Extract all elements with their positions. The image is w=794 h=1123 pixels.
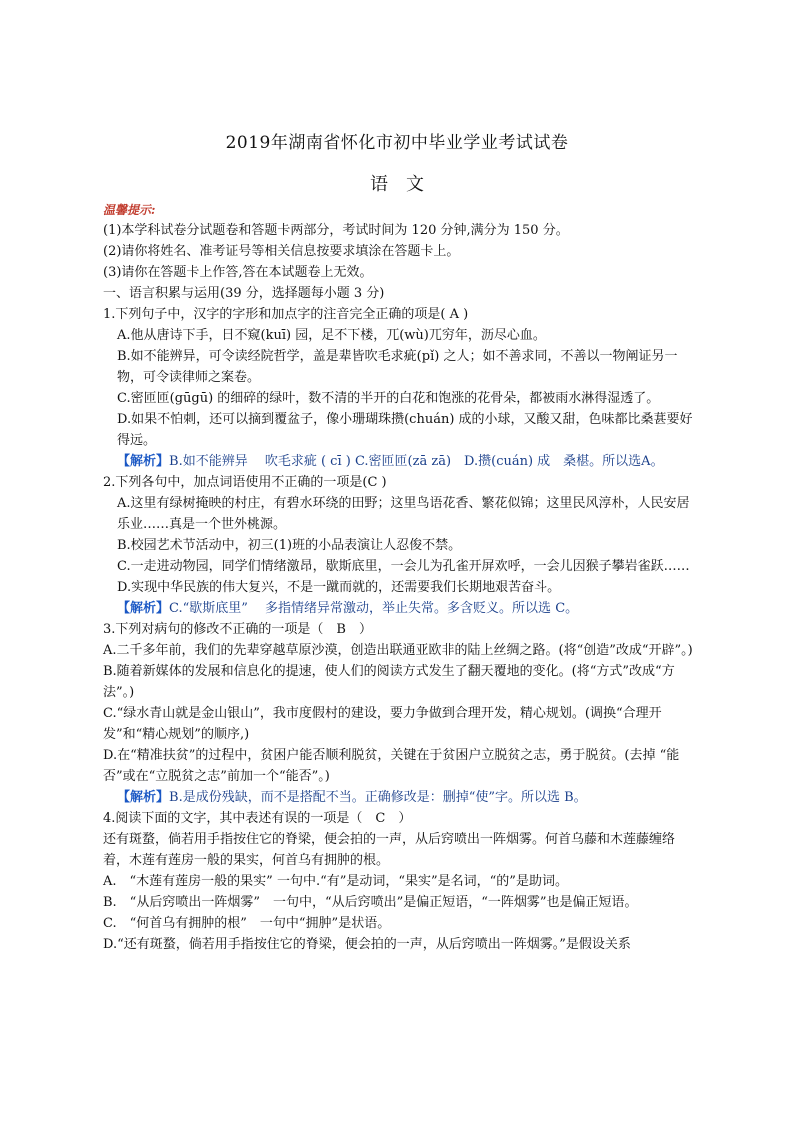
analysis-tag: 【解析】 (117, 790, 170, 805)
notice-item-2: (2)请你将姓名、准考证号等相关信息按要求填涂在答题卡上。 (103, 244, 460, 259)
question-1-option-d: D.如果不怕刺，还可以摘到覆盆子，像小珊瑚珠攒(chuán) 成的小球，又酸又甜，色味都比桑葚要好得远。 (117, 412, 693, 448)
analysis-text: B.是成份残缺，而不是搭配不当。正确修改是：删掉“使”字。所以选 B。 (169, 790, 587, 805)
notice-item-1: (1)本学科试卷分试题卷和答题卡两部分，考试时间为 120 分钟,满分为 150 分。 (103, 223, 569, 238)
subject-title: 语 文 (370, 174, 424, 195)
question-3-option-d: D.在“精准扶贫”的过程中，贫困户能否顺利脱贫，关键在于贫困户立脱贫之志，勇于脱贫。(去掉 “能否”或在“立脱贫之志”前加一个“能否”。) (103, 748, 680, 784)
question-4-option-c: C. “何首乌有拥肿的根” 一句中“拥肿”是状语。 (103, 916, 391, 931)
question-3-analysis (103, 787, 699, 808)
notice-label: 温馨提示: (103, 203, 156, 217)
question-2-option-d: D.实现中华民族的伟大复兴，不是一蹴而就的，还需要我们长期地艰苦奋斗。 (117, 580, 561, 595)
section-heading: 一、语言积累与运用(39 分，选择题每小题 3 分) (103, 286, 385, 301)
question-3-option-c: C.“绿水青山就是金山银山”，我市度假村的建设，要力争做到合理开发，精心规划。(调换“合理开发”和“精心规划”的顺序,) (103, 706, 662, 742)
question-4-option-a: A. “木莲有莲房一般的果实” 一句中.“有”是动词，“果实”是名词，“的”是助词。 (103, 874, 568, 889)
question-1-analysis (103, 451, 699, 472)
analysis-tag: 【解析】 (117, 454, 170, 469)
question-1-option-a: A.他从唐诗下手，日不窥(kuī) 园，足不下楼，兀(wù)兀穷年，沥尽心血。 (117, 328, 546, 343)
question-1-option-c: C.密匝匝(gūgū) 的细碎的绿叶，数不清的半开的白花和饱涨的花骨朵，都被雨水淋得湿透了。 (117, 391, 660, 406)
question-1-option-b: B.如不能辨异，可令读经院哲学，盖是辈皆吹毛求疵(pǐ) 之人；如不善求同，不善以一物阐证另一物，可令读律师之案卷。 (117, 349, 678, 385)
notice-item-3: (3)请你在答题卡上作答,答在本试题卷上无效。 (103, 265, 373, 280)
question-2-option-b: B.校园艺术节活动中，初三(1)班的小品表演让人忍俊不禁。 (117, 538, 462, 553)
question-2-option-a: A.这里有绿树掩映的村庄，有碧水环绕的田野；这里鸟语花香、繁花似锦；这里民风淳朴，人民安居乐业……真是一个世外桃源。 (117, 496, 690, 532)
question-3-option-b: B.随着新媒体的发展和信息化的提速，使人们的阅读方式发生了翻天覆地的变化。(将“方式”改成“方法”。) (103, 664, 675, 700)
exam-content (103, 200, 699, 955)
analysis-tag: 【解析】 (117, 601, 170, 616)
analysis-text: B.如不能辨异 吹毛求疵 ( cī ) C.密匝匝(zā zā) D.攒(cuán) 成 桑椹。所以选A。 (169, 454, 664, 469)
question-3-option-a: A.二千多年前，我们的先辈穿越草原沙漠，创造出联通亚欧非的陆上丝绸之路。(将“创造”改成“开辟”。) (103, 643, 693, 658)
question-4-option-d: D.“还有斑蝥，倘若用手指按住它的脊梁，便会拍的一声，从后窍喷出一阵烟雾。”是假设关系 (103, 937, 631, 952)
exam-title: 2019年湖南省怀化市初中毕业学业考试试卷 (225, 133, 569, 153)
analysis-text: C.“歇斯底里” 多指情绪异常激动，举止失常。多含贬义。所以选 C。 (169, 601, 579, 616)
question-2-stem: 2.下列各句中，加点词语使用不正确的一项是(C ) (103, 475, 387, 490)
question-2-analysis (103, 598, 699, 619)
question-4-option-b: B. “从后窍喷出一阵烟雾” 一句中，“从后窍喷出”是偏正短语，“一阵烟雾”也是偏正短语。 (103, 895, 638, 910)
question-4-passage: 还有斑蝥，倘若用手指按住它的脊梁，便会拍的一声，从后窍喷出一阵烟雾。何首乌藤和木莲藤缠络着，木莲有莲房一般的果实，何首乌有拥肿的根。 (103, 832, 676, 868)
question-4-stem: 4.阅读下面的文字，其中表述有误的一项是（ C ） (103, 811, 412, 826)
question-1-stem: 1.下列句子中，汉字的字形和加点字的注音完全正确的项是( A ) (103, 307, 469, 322)
question-3-stem: 3.下列对病句的修改不正确的一项是（ B ） (103, 622, 372, 637)
question-2-option-c: C.一走进动物园，同学们情绪激昂，歇斯底里，一会儿为孔雀开屏欢呼，一会儿因猴子攀岩雀跃…… (117, 559, 690, 574)
